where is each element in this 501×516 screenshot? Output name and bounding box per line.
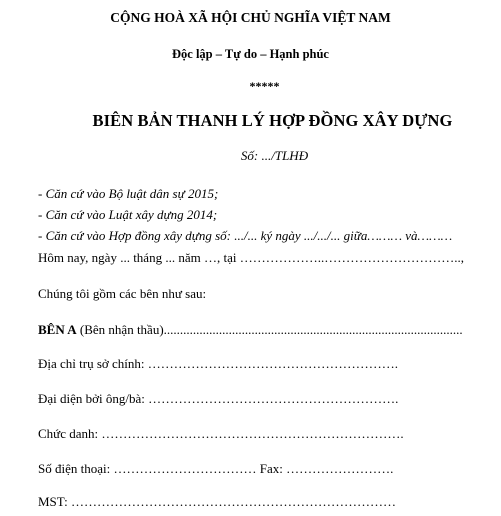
phone-fax-field: Số điện thoại: …………………………… Fax: ……………………. bbox=[38, 461, 394, 476]
stars-divider: ***** bbox=[249, 79, 280, 93]
document-title: BIÊN BẢN THANH LÝ HỢP ĐỒNG XÂY DỰNG bbox=[92, 111, 453, 130]
parties-intro: Chúng tôi gồm các bên như sau: bbox=[38, 286, 207, 301]
nation-header: CỘNG HOÀ XÃ HỘI CHỦ NGHĨA VIỆT NAM bbox=[110, 10, 391, 25]
document-number: Số: .../TLHĐ bbox=[240, 148, 309, 163]
tax-code-field: MST: ………………………………………………………………… bbox=[38, 494, 396, 509]
basis-construction-contract: - Căn cứ vào Hợp đồng xây dựng số: .../... ký ngày .../.../... giữa……… và……… bbox=[38, 228, 453, 243]
party-a-line bbox=[38, 322, 463, 338]
representative-field: Đại diện bởi ông/bà: …………………………………………………. bbox=[38, 391, 399, 406]
party-a-label: BÊN A bbox=[38, 322, 77, 337]
position-field: Chức danh: ……………………………………………………………. bbox=[38, 426, 404, 441]
basis-construction-law: - Căn cứ vào Luật xây dựng 2014; bbox=[38, 207, 218, 222]
meeting-date-place: Hôm nay, ngày ... tháng ... năm …, tại ………………..………………………….., bbox=[38, 250, 464, 265]
address-field: Địa chỉ trụ sở chính: …………………………………………………. bbox=[38, 356, 399, 371]
party-a-role: (Bên nhận thầu)............................................................................................ bbox=[76, 322, 463, 337]
basis-civil-code: - Căn cứ vào Bộ luật dân sự 2015; bbox=[38, 186, 219, 201]
motto: Độc lập – Tự do – Hạnh phúc bbox=[172, 47, 329, 61]
